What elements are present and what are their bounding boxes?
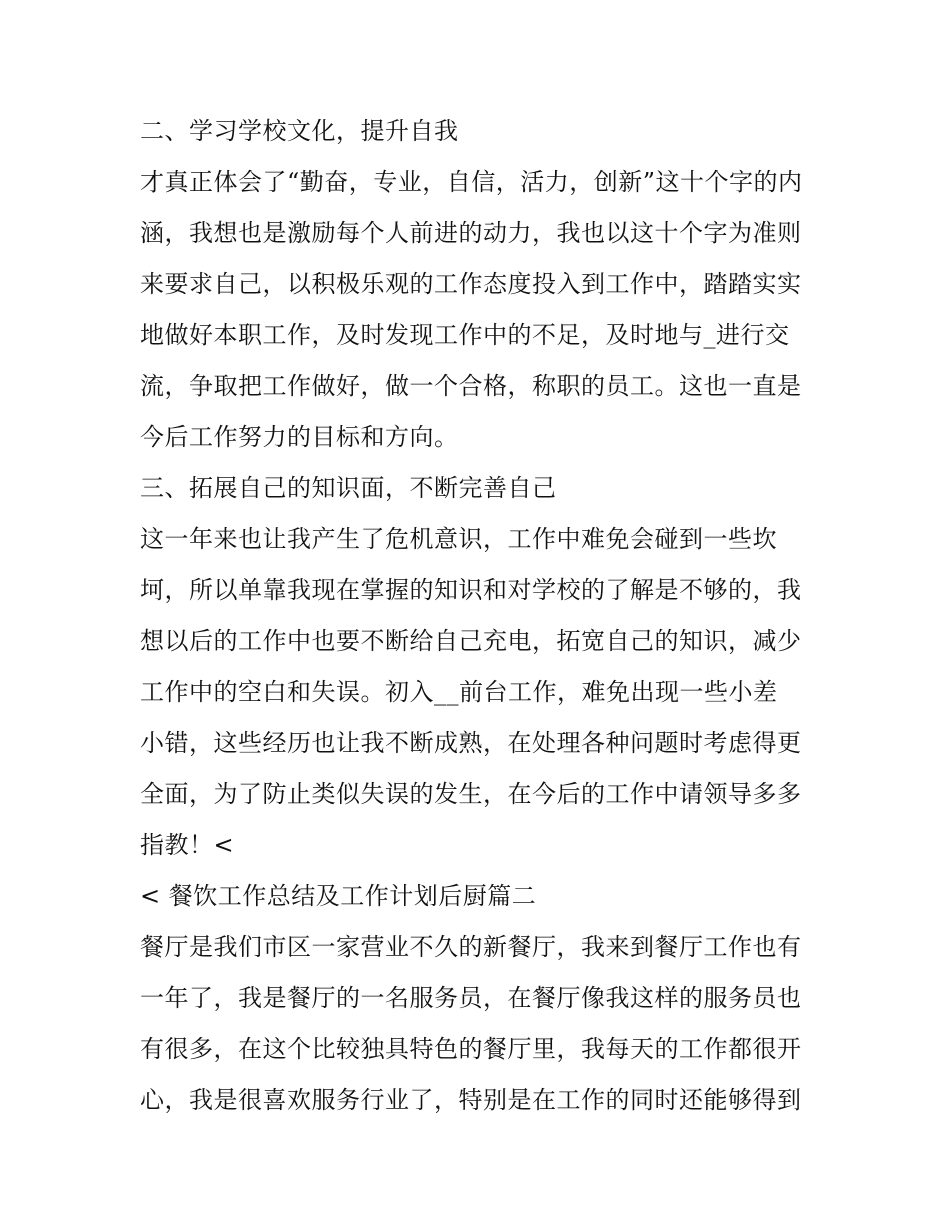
text-line: 一年了，我是餐厅的一名服务员，在餐厅像我这样的服务员也 xyxy=(140,984,802,1012)
text-line: 小错，这些经历也让我不断成熟，在处理各种问题时考虑得更 xyxy=(140,729,802,757)
article-title: < 餐饮工作总结及工作计划后厨篇二 xyxy=(140,882,537,910)
text-line: 才真正体会了“勤奋，专业，自信，活力，创新”这十个字的内 xyxy=(140,168,803,196)
text-line: 指教！< xyxy=(140,831,235,859)
text-line: 想以后的工作中也要不断给自己充电，拓宽自己的知识，减少 xyxy=(140,627,802,655)
text-line: 坷，所以单靠我现在掌握的知识和对学校的了解是不够的，我 xyxy=(140,576,802,604)
text-line: 全面，为了防止类似失误的发生，在今后的工作中请领导多多 xyxy=(140,780,802,808)
text-line: 工作中的空白和失误。初入__前台工作，难免出现一些小差 xyxy=(140,678,778,706)
document-body xyxy=(140,106,820,1126)
text-line: 地做好本职工作，及时发现工作中的不足，及时地与_进行交 xyxy=(140,321,790,349)
section-heading-2: 二、学习学校文化，提升自我 xyxy=(140,117,459,145)
text-line: 涵，我想也是激励每个人前进的动力，我也以这十个字为准则 xyxy=(140,219,802,247)
text-line: 今后工作努力的目标和方向。 xyxy=(140,423,459,451)
text-line: 这一年来也让我产生了危机意识，工作中难免会碰到一些坎 xyxy=(140,525,777,553)
text-line: 来要求自己，以积极乐观的工作态度投入到工作中，踏踏实实 xyxy=(140,270,802,298)
section-heading-3: 三、拓展自己的知识面，不断完善自己 xyxy=(140,474,557,502)
text-line: 流，争取把工作做好，做一个合格，称职的员工。这也一直是 xyxy=(140,372,802,400)
text-line: 有很多，在这个比较独具特色的餐厅里，我每天的工作都很开 xyxy=(140,1035,802,1063)
text-line: 心，我是很喜欢服务行业了，特别是在工作的同时还能够得到 xyxy=(140,1086,802,1114)
text-line: 餐厅是我们市区一家营业不久的新餐厅，我来到餐厅工作也有 xyxy=(140,933,802,961)
